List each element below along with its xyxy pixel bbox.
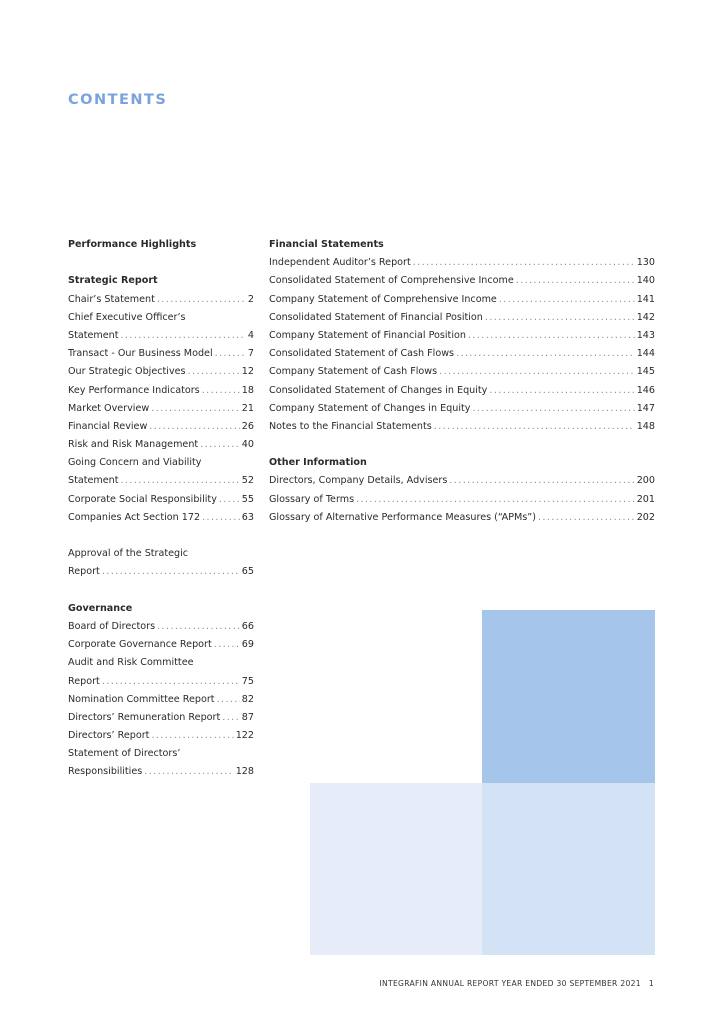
toc-entry-title: Company Statement of Changes in Equity: [269, 402, 471, 414]
decorative-block-dark: [482, 610, 655, 783]
toc-entry[interactable]: [68, 509, 254, 527]
toc-entry-page: 145: [636, 366, 655, 378]
other-information-list: [269, 472, 655, 527]
toc-entry[interactable]: [269, 309, 655, 327]
toc-heading-strategic-report[interactable]: Strategic Report: [68, 275, 158, 287]
dot-leader: [120, 327, 245, 345]
toc-entry-title: Report: [68, 675, 100, 687]
toc-entry-page: 65: [241, 566, 254, 578]
dot-leader: [214, 636, 240, 654]
toc-entry[interactable]: [68, 709, 254, 727]
dot-leader: [151, 727, 233, 745]
toc-entry-title: Audit and Risk Committee: [68, 657, 194, 669]
toc-heading-financial-statements[interactable]: Financial Statements: [269, 239, 384, 250]
footer-page-number: 1: [648, 979, 654, 988]
toc-entry-title: Directors’ Remuneration Report: [68, 711, 221, 723]
toc-entry[interactable]: [269, 418, 655, 436]
toc-entry-page: 202: [636, 511, 655, 523]
toc-entry-title: Independent Auditor’s Report: [269, 257, 411, 269]
toc-entry-title: Corporate Social Responsibility: [68, 493, 217, 505]
dot-leader: [102, 563, 240, 581]
toc-entry-title: Glossary of Alternative Performance Measures (“APMs”): [269, 511, 536, 523]
toc-entry-page: 2: [247, 293, 254, 305]
toc-entry-page: 128: [235, 766, 254, 778]
dot-leader: [151, 400, 240, 418]
dot-leader: [499, 291, 635, 309]
toc-entry[interactable]: [68, 309, 254, 327]
toc-entry-title: Transact - Our Business Model: [68, 348, 213, 360]
dot-leader: [102, 673, 240, 691]
toc-entry-title: Chief Executive Officer’s: [68, 311, 186, 323]
dot-leader: [219, 491, 240, 509]
dot-leader: [485, 309, 635, 327]
dot-leader: [222, 709, 240, 727]
toc-entry-page: 69: [241, 639, 254, 651]
footer-text: INTEGRAFIN ANNUAL REPORT YEAR ENDED 30 SEPTEMBER 2021: [379, 979, 641, 988]
dot-leader: [439, 363, 635, 381]
toc-entry-title: Board of Directors: [68, 620, 156, 632]
dot-leader: [413, 254, 635, 272]
toc-entry-title: Notes to the Financial Statements: [269, 420, 432, 432]
toc-entry-title: Consolidated Statement of Comprehensive Income: [269, 275, 514, 287]
dot-leader: [202, 382, 240, 400]
toc-entry-title: Report: [68, 566, 100, 578]
toc-entry-page: 12: [241, 366, 254, 378]
spacer: [269, 436, 655, 454]
toc-entry-page: 144: [636, 348, 655, 360]
dot-leader: [149, 418, 239, 436]
dot-leader: [449, 472, 634, 490]
toc-entry-page: 200: [636, 475, 655, 487]
toc-entry-page: 140: [636, 275, 655, 287]
toc-entry[interactable]: [68, 400, 254, 418]
toc-entry-title: Directors’ Report: [68, 730, 150, 742]
toc-entry-title: Consolidated Statement of Changes in Equity: [269, 384, 488, 396]
toc-entry-page: 26: [241, 420, 254, 432]
toc-entry[interactable]: [68, 345, 254, 363]
toc-entry-page: 82: [241, 693, 254, 705]
toc-entry-title: Glossary of Terms: [269, 493, 355, 505]
toc-entry[interactable]: [68, 472, 254, 490]
toc-entry-title: Financial Review: [68, 420, 148, 432]
dot-leader: [217, 691, 240, 709]
toc-entry-title: Company Statement of Financial Position: [269, 329, 466, 341]
dot-leader: [202, 509, 240, 527]
toc-entry-title: Approval of the Strategic: [68, 548, 189, 560]
toc-entry-title: Statement: [68, 329, 119, 341]
toc-entry-page: 52: [241, 475, 254, 487]
dot-leader: [538, 509, 635, 527]
toc-entry[interactable]: [68, 727, 254, 745]
toc-entry[interactable]: [269, 291, 655, 309]
toc-entry[interactable]: [269, 272, 655, 290]
toc-entry-page: 4: [247, 329, 254, 341]
toc-entry-title: Going Concern and Viability: [68, 457, 202, 469]
toc-entry-page: 66: [241, 620, 254, 632]
toc-entry-title: Consolidated Statement of Cash Flows: [269, 348, 455, 360]
toc-entry[interactable]: [269, 327, 655, 345]
toc-entry-title: Statement: [68, 475, 119, 487]
dot-leader: [120, 472, 239, 490]
toc-entry-title: Responsibilities: [68, 766, 143, 778]
toc-right-column: [269, 236, 655, 527]
toc-entry-page: 142: [636, 311, 655, 323]
toc-entry[interactable]: [269, 491, 655, 509]
toc-entry-page: 143: [636, 329, 655, 341]
toc-entry-title: Key Performance Indicators: [68, 384, 200, 396]
toc-entry-title: Companies Act Section 172: [68, 511, 201, 523]
toc-entry-page: 141: [636, 293, 655, 305]
toc-entry-title: Chair’s Statement: [68, 293, 155, 305]
toc-entry-page: 40: [241, 439, 254, 451]
toc-entry[interactable]: [269, 254, 655, 272]
dot-leader: [456, 345, 635, 363]
toc-entry-title: Company Statement of Cash Flows: [269, 366, 438, 378]
toc-entry-page: 21: [241, 402, 254, 414]
toc-entry-title: Our Strategic Objectives: [68, 366, 186, 378]
toc-entry[interactable]: [68, 418, 254, 436]
dot-leader: [468, 327, 635, 345]
decorative-block-mid: [482, 783, 655, 955]
dot-leader: [157, 291, 246, 309]
toc-entry[interactable]: [269, 382, 655, 400]
toc-entry[interactable]: [68, 436, 254, 454]
toc-left-column: [68, 236, 254, 782]
toc-entry-title: Nomination Committee Report: [68, 693, 215, 705]
dot-leader: [516, 272, 635, 290]
toc-entry[interactable]: [68, 654, 254, 672]
toc-entry-page: 146: [636, 384, 655, 396]
dot-leader: [215, 345, 246, 363]
toc-entry[interactable]: [269, 400, 655, 418]
toc-entry[interactable]: [68, 291, 254, 309]
toc-entry[interactable]: [68, 618, 254, 636]
toc-entry-page: 201: [636, 493, 655, 505]
dot-leader: [144, 763, 233, 781]
toc-entry-title: Market Overview: [68, 402, 150, 414]
toc-entry[interactable]: [269, 363, 655, 381]
toc-entry[interactable]: [68, 636, 254, 654]
page-title: CONTENTS: [68, 92, 168, 108]
spacer: [68, 527, 254, 545]
toc-entry[interactable]: [269, 509, 655, 527]
toc-entry-page: 130: [636, 257, 655, 269]
dot-leader: [489, 382, 634, 400]
financial-statements-list: [269, 254, 655, 436]
dot-leader: [434, 418, 635, 436]
toc-entry-page: 63: [241, 511, 254, 523]
toc-entry-page: 18: [241, 384, 254, 396]
toc-entry[interactable]: [269, 345, 655, 363]
toc-entry-page: 7: [247, 348, 254, 360]
decorative-block-light: [310, 783, 482, 955]
governance-list: [68, 618, 254, 782]
toc-entry[interactable]: [68, 363, 254, 381]
toc-entry[interactable]: [68, 691, 254, 709]
toc-heading-other-information[interactable]: Other Information: [269, 457, 367, 469]
toc-entry[interactable]: [269, 472, 655, 490]
toc-entry[interactable]: [68, 491, 254, 509]
dot-leader: [157, 618, 240, 636]
toc-heading-performance-highlights[interactable]: Performance Highlights: [68, 239, 197, 250]
toc-entry-title: Statement of Directors’: [68, 748, 181, 760]
toc-entry[interactable]: [68, 454, 254, 472]
toc-entry-page: 87: [241, 711, 254, 723]
strategic-report-list: [68, 291, 254, 527]
toc-entry-title: Consolidated Statement of Financial Position: [269, 311, 483, 323]
toc-entry-page: 148: [636, 420, 655, 432]
toc-entry-title: Company Statement of Comprehensive Income: [269, 293, 497, 305]
toc-entry-page: 55: [241, 493, 254, 505]
toc-entry-title: Risk and Risk Management: [68, 439, 199, 451]
toc-entry-page: 75: [241, 675, 254, 687]
dot-leader: [188, 363, 240, 381]
toc-entry[interactable]: [68, 327, 254, 345]
dot-leader: [200, 436, 240, 454]
toc-entry-page: 147: [636, 402, 655, 414]
toc-entry[interactable]: [68, 545, 254, 563]
dot-leader: [356, 491, 635, 509]
toc-entry[interactable]: [68, 382, 254, 400]
spacer: [68, 254, 254, 272]
toc-entry[interactable]: [68, 763, 254, 781]
toc-entry-title: Directors, Company Details, Advisers: [269, 475, 448, 487]
page-footer: [380, 979, 655, 988]
spacer: [68, 582, 254, 600]
toc-entry-page: 122: [235, 730, 254, 742]
toc-entry[interactable]: [68, 745, 254, 763]
dot-leader: [472, 400, 634, 418]
toc-entry[interactable]: [68, 563, 254, 581]
toc-heading-governance[interactable]: Governance: [68, 602, 133, 614]
toc-entry-title: Corporate Governance Report: [68, 639, 212, 651]
toc-entry[interactable]: [68, 673, 254, 691]
